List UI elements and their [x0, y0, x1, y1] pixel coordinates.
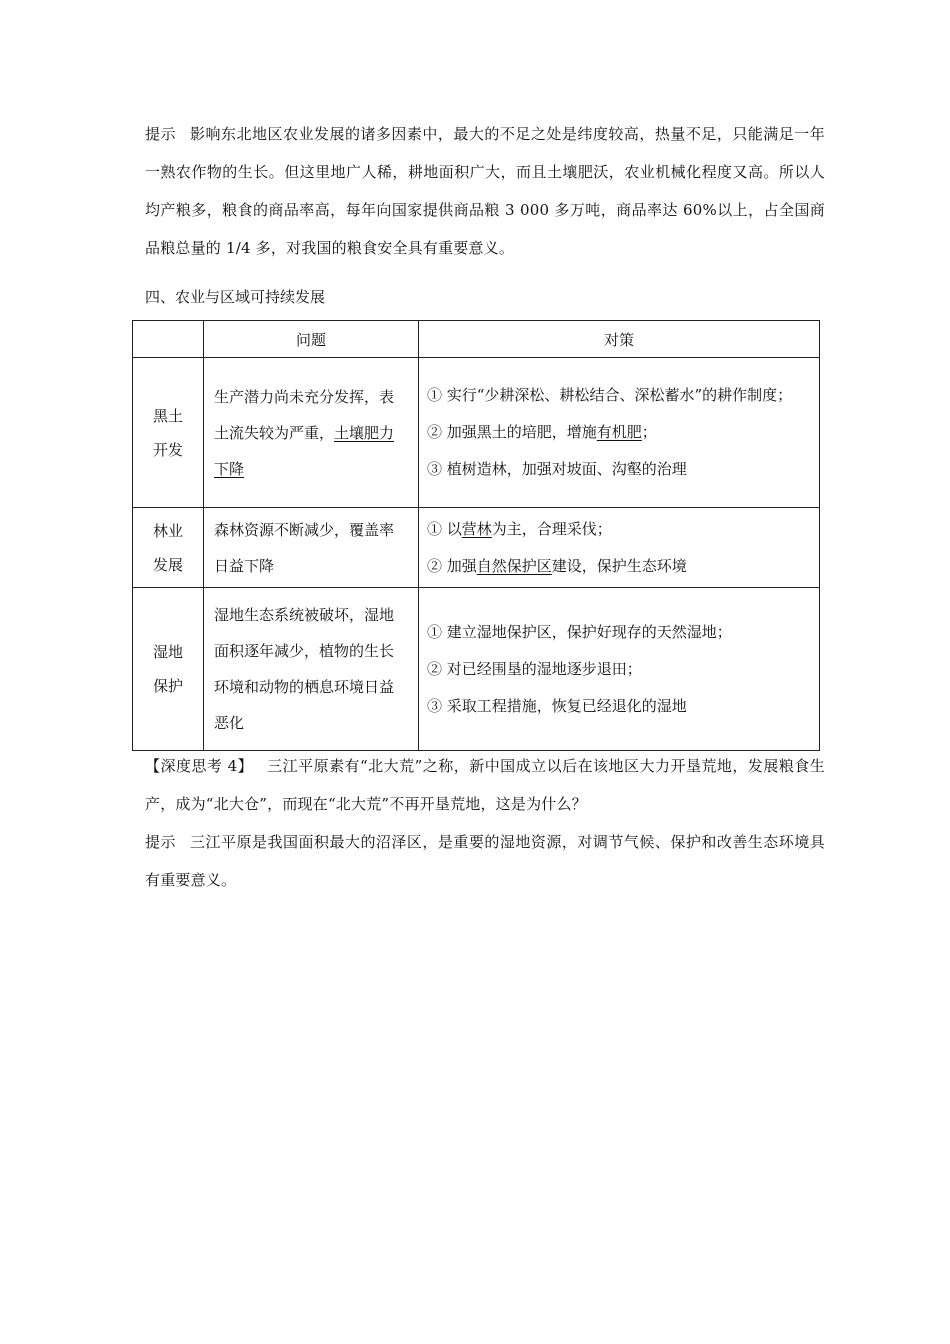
table-row [133, 508, 820, 588]
problem-text: 生产潜力尚未充分发挥，表土流失较为严重， [214, 387, 395, 442]
section-heading: 四、农业与区域可持续发展 [145, 288, 326, 306]
measure-underlined: 有机肥 [596, 423, 642, 441]
header-measure: 对策 [419, 321, 820, 358]
hint-text: 三江平原是我国面积最大的沼泽区，是重要的湿地资源，对调节气候、保护和改善生态环境具有重要意义。 [145, 833, 825, 889]
problem-text: 湿地生态系统被破坏，湿地面积逐年减少，植物的生长环境和动物的栖息环境日益恶化 [214, 606, 395, 732]
measure-text: ② 加强黑土的培肥，增施 [427, 423, 597, 441]
header-topic [133, 321, 204, 358]
deep-thinking-label: 【深度思考 4】 [145, 757, 254, 775]
row-problem [204, 508, 419, 588]
row-measures [419, 358, 820, 508]
topic-line: 林业 [152, 521, 183, 540]
row-problem [204, 358, 419, 508]
row-measures [419, 508, 820, 588]
measure-text: 建设，保护生态环境 [551, 556, 687, 575]
measure-item [427, 511, 811, 548]
row-topic [133, 358, 204, 508]
deep-thinking-text: 三江平原素有“北大荒”之称，新中国成立以后在该地区大力开垦荒地，发展粮食生产，成为“北大仓”，而现在“北大荒”不再开垦荒地，这是为什么？ [145, 757, 825, 813]
topic-line: 开发 [152, 440, 183, 459]
measure-text: ； [641, 423, 657, 441]
header-problem: 问题 [204, 321, 419, 358]
topic-line: 发展 [152, 555, 183, 574]
measure-underlined: 营林 [461, 519, 492, 538]
row-topic [133, 588, 204, 751]
measure-text: ① 以 [427, 519, 462, 538]
hint-label: 提示 [145, 833, 176, 851]
measure-item: ① 实行“少耕深松、耕松结合、深松蓄水”的耕作制度； [427, 386, 793, 404]
measure-text: 为主，合理采伐； [491, 519, 612, 538]
hint-label: 提示 [145, 125, 176, 143]
measure-item [427, 548, 811, 585]
table-header-row [133, 321, 820, 358]
measure-item: ③ 采取工程措施，恢复已经退化的湿地 [427, 696, 687, 715]
measure-item: ③ 植树造林，加强对坡面、沟壑的治理 [427, 460, 687, 478]
measure-text: ② 加强 [427, 556, 477, 575]
topic-line: 黑土 [152, 406, 183, 425]
problem-text: 森林资源不断减少，覆盖率日益下降 [214, 520, 395, 575]
topic-line: 湿地 [152, 643, 183, 661]
row-problem [204, 588, 419, 751]
sustainable-development-table [132, 320, 820, 751]
hint-text: 影响东北地区农业发展的诸多因素中，最大的不足之处是纬度较高，热量不足，只能满足一年一熟农作物的生长。但这里地广人稀，耕地面积广大，而且土壤肥沃，农业机械化程度又高。所以人均产粮多，粮食的商品率高，每年向国家提供商品粮 3 000 多万吨，商品率达 60%以上，占全国商品粮总量的 1/4 多，对我国的粮食安全具有重要意义。 [145, 125, 825, 257]
measure-item: ① 建立湿地保护区，保护好现存的天然湿地； [427, 622, 732, 641]
deep-thinking-paragraph [145, 747, 825, 823]
measure-item [427, 414, 811, 451]
hint-paragraph-1 [145, 115, 825, 267]
hint-paragraph-2 [145, 823, 825, 899]
measure-underlined: 自然保护区 [476, 556, 552, 575]
row-topic [133, 508, 204, 588]
problem-underlined: 土壤肥力下降 [214, 423, 395, 478]
table-row [133, 358, 820, 508]
table-row [133, 588, 820, 751]
row-measures [419, 588, 820, 751]
topic-line: 保护 [152, 677, 183, 695]
measure-item: ② 对已经围垦的湿地逐步退田； [427, 659, 642, 678]
